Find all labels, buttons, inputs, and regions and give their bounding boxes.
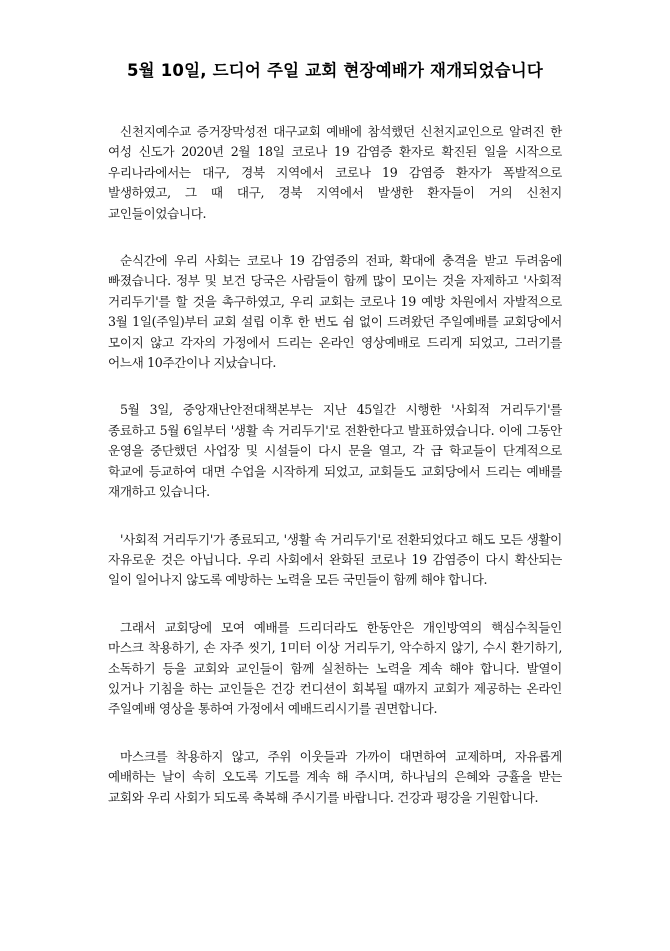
document-title: 5월 10일, 드디어 주일 교회 현장예배가 재개되었습니다 <box>126 61 544 80</box>
paragraph-4: '사회적 거리두기'가 종료되고, '생활 속 거리두기'로 전환되었다고 해도 모든 생활이 자유로운 것은 아닙니다. 우리 사회에서 완화된 코로나 19 감염증이 다시 확산되는 일이 일어나지 않도록 예방하는 노력을 모든 국민들이 함께 해야 합니다. <box>108 531 562 588</box>
paragraph-2: 순식간에 우리 사회는 코로나 19 감염증의 전파, 확대에 충격을 받고 두려움에 빠졌습니다. 정부 및 보건 당국은 사람들이 함께 많이 모이는 것을 자제하고 '사회적 거리두기'를 할 것을 촉구하였고, 우리 교회는 코로나 19 예방 차원에서 자발적으로 3월 1일(주일)부터 교회 설립 이후 한 번도 쉼 없이 드려왔던 주일예배를 교회당에서 모이지 않고 각자의 가정에서 드리는 온라인 영상예배로 드리게 되었고, 그러기를 어느새 10주간이나 지났습니다. <box>108 253 562 371</box>
paragraph-3: 5월 3일, 중앙재난안전대책본부는 지난 45일간 시행한 '사회적 거리두기'를 종료하고 5월 6일부터 '생활 속 거리두기'로 전환한다고 발표하였습니다. 이에 그동안 운영을 중단했던 사업장 및 시설들이 다시 문을 열고, 각 급 학교들이 단계적으로 학교에 등교하여 대면 수업을 시작하게 되었고, 교회들도 교회당에서 드리는 예배를 재개하고 있습니다. <box>108 402 562 500</box>
paragraph-1: 신천지예수교 증거장막성전 대구교회 예배에 참석했던 신천지교인으로 알려진 한 여성 신도가 2020년 2월 18일 코로나 19 감염증 환자로 확진된 일을 시작으로 우리나라에서는 대구, 경북 지역에서 코로나 19 감염증 환자가 폭발적으로 발생하였고, 그 때 대구, 경북 지역에서 발생한 환자들이 거의 신천지 교인들이었습니다. <box>108 124 562 221</box>
paragraph-5: 그래서 교회당에 모여 예배를 드리더라도 한동안은 개인방역의 핵심수칙들인 마스크 착용하기, 손 자주 씻기, 1미터 이상 거리두기, 악수하지 않기, 수시 환기하기, 소독하기 등을 교회와 교인들이 함께 실천하는 노력을 계속 해야 합니다. 발열이 있거나 기침을 하는 교인들은 건강 컨디션이 회복될 때까지 교회가 제공하는 온라인 주일예배 영상을 통하여 가정에서 예배드리시기를 권면합니다. <box>108 619 562 717</box>
document-body <box>108 122 562 808</box>
paragraph-6: 마스크를 착용하지 않고, 주위 이웃들과 가까이 대면하여 교제하며, 자유롭게 예배하는 날이 속히 오도록 기도를 계속 해 주시며, 하나님의 은혜와 긍휼을 받는 교회와 우리 사회가 되도록 축복해 주시기를 바랍니다. 건강과 평강을 기원합니다. <box>108 748 562 805</box>
